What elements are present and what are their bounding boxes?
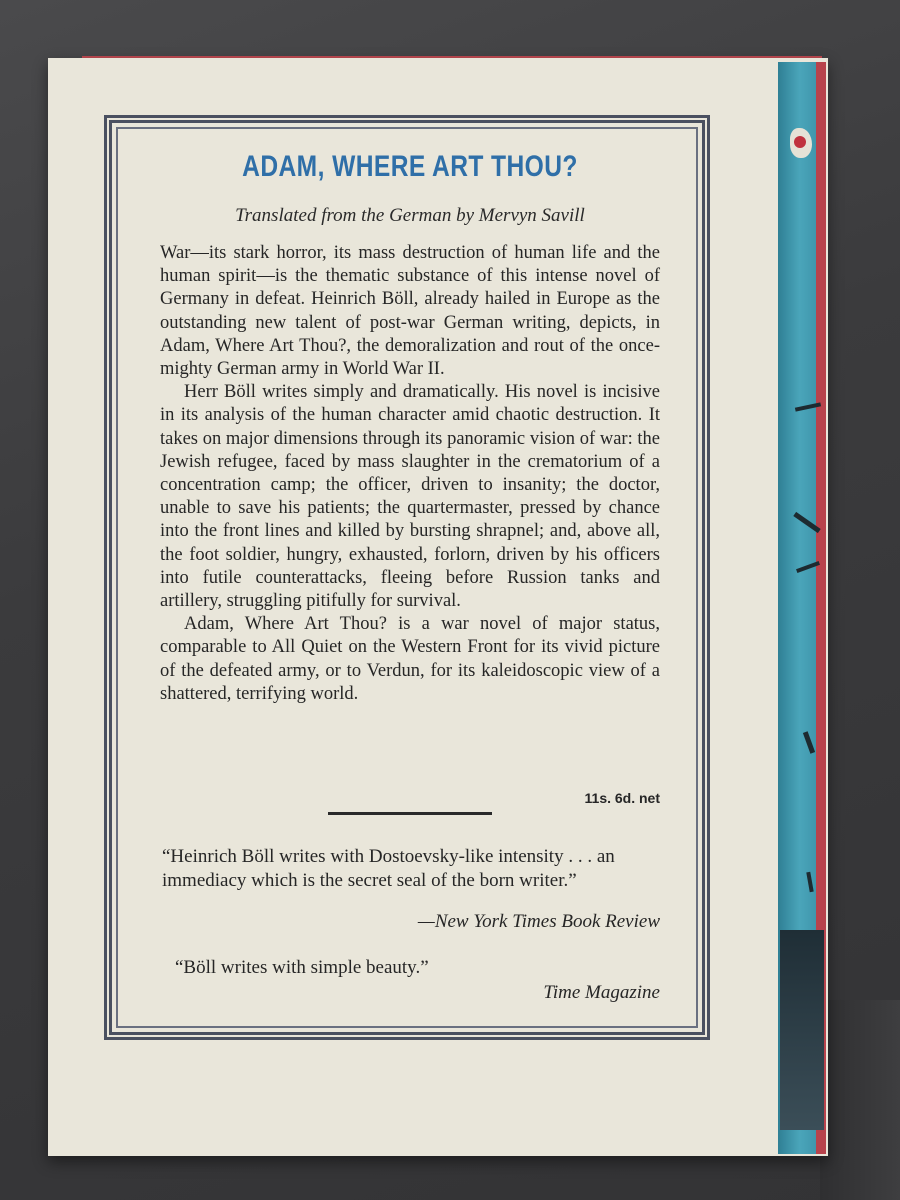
review-quote: “Böll writes with simple beauty.” [175, 957, 429, 978]
book-title: ADAM, WHERE ART THOU? [242, 150, 578, 183]
divider [328, 812, 492, 815]
spine-ornament-icon [790, 128, 812, 158]
review-quote: “Heinrich Böll writes with Dostoevsky-like intensity . . . an immediacy which is the secret seal of the born writer.” [162, 846, 615, 891]
spine-illustration [780, 930, 824, 1130]
price-label: 11s. 6d. net [584, 790, 660, 806]
review-source: —New York Times Book Review [417, 911, 660, 932]
blurb-text [160, 242, 660, 706]
translator-credit: Translated from the German by Mervyn Savill [235, 205, 585, 226]
blurb-paragraph: Adam, Where Art Thou? is a war novel of major status, comparable to All Quiet on the Western Front for its vivid picture of the defeated army, or to Verdun, for its kaleidoscopic view of a shattered, terrifying world. [160, 614, 660, 704]
blurb-paragraph: Herr Böll writes simply and dramatically. His novel is incisive in its analysis of the human character amid chaotic destruction. It takes on major dimensions through its panoramic vision of war: the Jewish refugee, faced by mass slaughter in the crematorium of a concentration camp; the officer, driven to insanity; the doctor, unable to save his patients; the quartermaster, pressed by chance into the front lines and killed by bursting shrapnel; and, above all, the foot soldier, hungry, exhausted, forlorn, driven by his officers into futile counterattacks, fleeing before Russion tanks and artillery, struggling pitifully for survival. [160, 382, 660, 612]
blurb-paragraph: War—its stark horror, its mass destruction of human life and the human spirit—is the thematic substance of this intense novel of Germany in defeat. Heinrich Böll, already hailed in Europe as the outstanding new talent of post-war German writing, depicts, in Adam, Where Art Thou?, the demoralization and rout of the once-mighty German army in World War II. [160, 243, 660, 380]
review-source: Time Magazine [543, 982, 660, 1003]
table-edge [820, 1000, 900, 1200]
